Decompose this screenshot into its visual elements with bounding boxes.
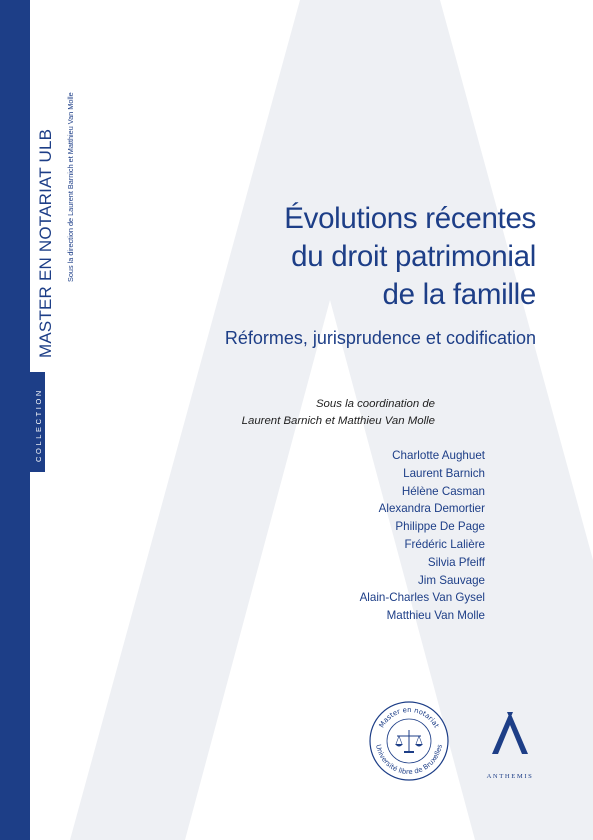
coordination xyxy=(242,396,435,430)
author-list xyxy=(360,447,485,625)
author-name: Charlotte Aughuet xyxy=(392,449,485,462)
book-title-line: de la famille xyxy=(382,278,536,311)
author-name: Philippe De Page xyxy=(395,520,485,534)
anthemis-a-logo xyxy=(478,710,542,756)
svg-text:Université libre de Bruxelles: Université libre de Bruxelles xyxy=(374,743,444,777)
svg-text:Master en notariat: Master en notariat xyxy=(377,705,441,730)
author-name: Alain-Charles Van Gysel xyxy=(359,591,485,605)
author-name: Alexandra Demortier xyxy=(378,502,485,516)
author-name: Frédéric Lalière xyxy=(404,537,485,551)
book-title xyxy=(284,200,536,314)
series-title: MASTER EN NOTARIAT ULB xyxy=(36,128,55,358)
collection-band xyxy=(0,0,30,840)
author-name: Hélène Casman xyxy=(401,484,485,498)
publisher-name: ANTHEMIS xyxy=(486,773,534,780)
author-name: Laurent Barnich xyxy=(403,466,485,480)
coordination-names: Laurent Barnich et Matthieu Van Molle xyxy=(241,415,435,427)
book-title-line: Évolutions récentes xyxy=(284,202,536,235)
book-title-line: du droit patrimonial xyxy=(291,240,536,273)
author-name: Matthieu Van Molle xyxy=(386,609,485,623)
book-subtitle: Réformes, jurisprudence et codification xyxy=(224,328,536,348)
author-name: Jim Sauvage xyxy=(417,573,485,587)
author-name: Silvia Pfeiff xyxy=(427,555,485,569)
series-direction: Sous la direction de Laurent Barnich et Matthieu Van Molle xyxy=(66,92,75,282)
coordination-label: Sous la coordination de xyxy=(315,398,435,410)
ulb-seal-logo xyxy=(368,700,450,782)
collection-label: COLLECTION xyxy=(34,388,43,462)
